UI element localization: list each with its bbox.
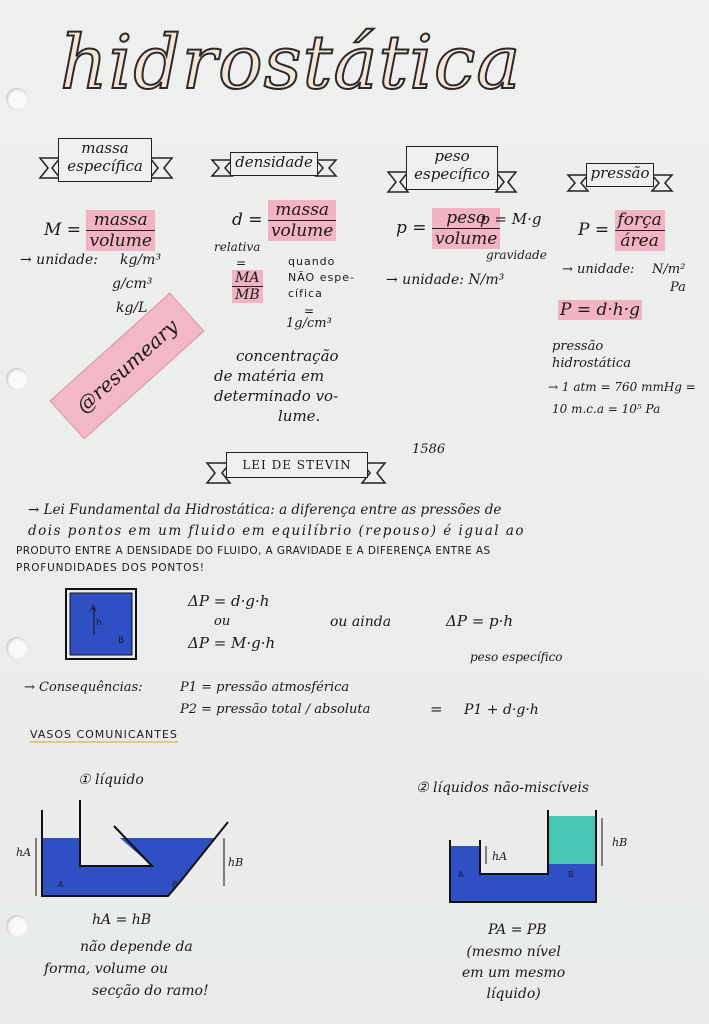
fraction-den: MB [232, 287, 263, 303]
or-label: ou ainda [330, 614, 392, 630]
or-label: ou [214, 614, 231, 629]
banner-text: pressão [586, 163, 654, 187]
note-line: (mesmo nível [466, 944, 561, 960]
caso1-equation: hA = hB [92, 912, 152, 928]
unit-label: → unidade: [20, 252, 98, 268]
consequencia-p1: P1 = pressão atmosférica [180, 680, 350, 695]
equals-sign: = [236, 256, 247, 270]
unit-value: kg/L [116, 300, 148, 316]
formula-lhs: M = [44, 220, 82, 240]
caso1-title: ① líquido [78, 772, 144, 788]
relativa-label: relativa [214, 240, 261, 254]
densidade-formula [232, 200, 336, 241]
label-b: B [568, 870, 574, 879]
diagram-label-h: h [96, 618, 102, 628]
label-b: B [172, 880, 178, 889]
note-line: líquido) [486, 986, 541, 1002]
note-line: quando [288, 255, 336, 268]
pressao-hidrostatica-formula [558, 300, 642, 320]
stevin-formula: ΔP = d·g·h [188, 592, 270, 610]
note-line: forma, volume ou [44, 961, 169, 977]
quando-note [288, 254, 355, 302]
label-hb: hB [228, 856, 244, 869]
resumeary-sticker: @resumeary [49, 292, 204, 439]
formula-lhs: d = [232, 210, 263, 230]
ratio-formula [232, 270, 263, 303]
banner-text: peso [434, 147, 470, 165]
atm-conversion: 10 m.c.a = 10⁵ Pa [552, 402, 661, 416]
vaso-caso2-diagram [440, 806, 620, 906]
equals-sign: = [304, 304, 315, 318]
peso-especifico-label: peso específico [470, 650, 563, 664]
stevin-formula: ΔP = M·g·h [188, 634, 276, 652]
note-line: concentração [236, 347, 339, 365]
caso1-note [44, 936, 209, 1002]
banner-text: densidade [230, 152, 318, 176]
stevin-text-line: PROFUNDIDADES DOS PONTOS! [16, 562, 205, 574]
note-line: secção do ramo! [92, 983, 209, 999]
label-hb: hB [612, 836, 628, 849]
consequencia-p2b: P1 + d·g·h [464, 702, 539, 718]
atm-conversion: → 1 atm = 760 mmHg = [548, 380, 696, 394]
unit-value: → unidade: N/m³ [386, 272, 505, 288]
formula-lhs: p = [396, 218, 427, 238]
binder-hole [6, 368, 28, 390]
peso-alt-formula: p = M·g [480, 210, 542, 228]
fraction-num: MA [232, 270, 263, 287]
note-line: determinado vo- [214, 387, 339, 405]
formula-lhs: P = [578, 220, 610, 240]
unit-value: kg/m³ [120, 252, 162, 268]
fraction-den: volume [432, 229, 500, 249]
fraction-num: massa [268, 200, 336, 221]
equals-sign: = [430, 700, 443, 718]
note-line: lume. [278, 407, 321, 425]
fraction-den: volume [86, 231, 154, 251]
fraction-num: força [615, 210, 665, 231]
formula-text: P = d·h·g [560, 300, 641, 320]
stevin-text-line: dois pontos em um fluido em equilíbrio (repouso) é igual ao [28, 523, 526, 539]
label-ha: hA [492, 850, 508, 863]
banner-text: massa [81, 139, 129, 157]
vaso-caso1-diagram [20, 800, 260, 900]
unit-value: Pa [670, 280, 686, 295]
stevin-text-line: → Lei Fundamental da Hidrostática: a diferença entre as pressões de [28, 502, 502, 518]
banner-text: LEI DE STEVIN [226, 452, 368, 478]
note-line: em um mesmo [462, 965, 566, 981]
label-a: A [58, 880, 64, 889]
label-line: pressão [552, 339, 604, 354]
note-line: NÃO espe- [288, 271, 355, 284]
densidade-note [214, 346, 339, 426]
caso2-note [462, 942, 565, 1005]
stevin-year: 1586 [412, 442, 446, 457]
pressao-hidrostatica-label [552, 338, 631, 372]
unit-value: g/cm³ [112, 276, 153, 292]
stevin-formula: ΔP = p·h [446, 612, 514, 630]
fraction-den: volume [268, 221, 336, 241]
banner-text: específica [67, 157, 143, 175]
massa-formula [44, 210, 155, 251]
note-line: não depende da [80, 939, 193, 955]
fraction-den: área [615, 231, 665, 251]
unit-label: → unidade: [562, 262, 635, 277]
caso2-title: ② líquidos não-miscíveis [416, 780, 590, 796]
vasos-comunicantes-title: VASOS COMUNICANTES [30, 728, 178, 741]
caso2-equation: PA = PB [488, 922, 547, 938]
gravidade-label: gravidade [486, 248, 547, 262]
note-line: cífica [288, 287, 323, 300]
fraction-num: massa [86, 210, 154, 231]
banner-text: específico [414, 165, 490, 183]
note-line: de matéria em [214, 367, 325, 385]
pressao-formula [578, 210, 665, 251]
label-line: hidrostática [552, 356, 631, 371]
diagram-label-b: B [118, 636, 125, 646]
stevin-tank-diagram [62, 585, 162, 665]
diagram-label-a: A [90, 604, 97, 614]
label-ha: hA [16, 846, 32, 859]
label-a: A [458, 870, 464, 879]
consequencia-p2: P2 = pressão total / absoluta [180, 702, 371, 717]
unit-value: 1g/cm³ [286, 316, 332, 331]
binder-hole [6, 637, 28, 659]
fraction-num: peso [432, 208, 500, 229]
stevin-text-line: PRODUTO ENTRE A DENSIDADE DO FLUIDO, A GRAVIDADE E A DIFERENÇA ENTRE AS [16, 545, 491, 557]
binder-hole [6, 915, 28, 937]
consequencias-label: → Consequências: [24, 680, 143, 695]
unit-value: N/m² [652, 262, 686, 277]
page-title: hidrostática [60, 20, 522, 106]
